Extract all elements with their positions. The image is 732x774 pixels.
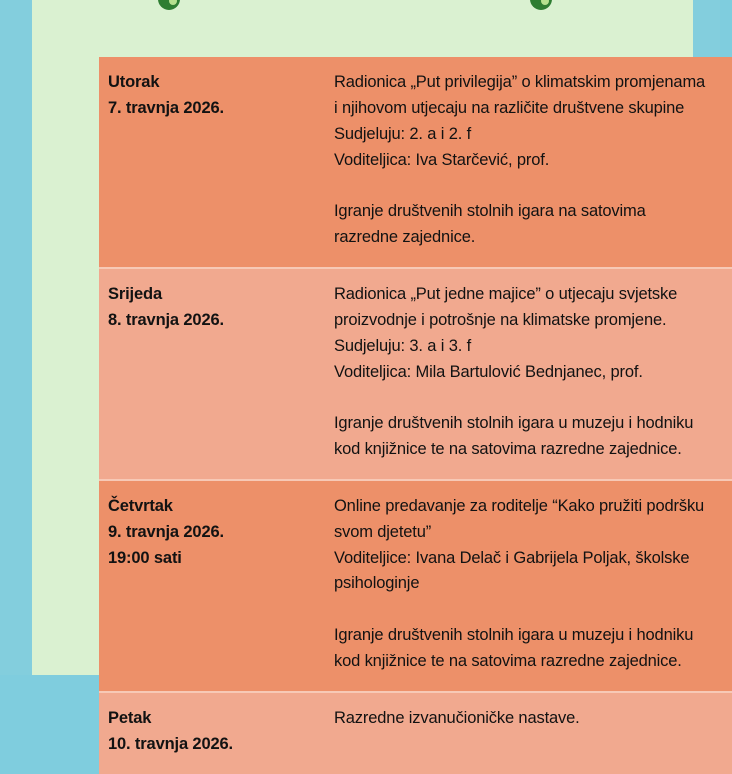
schedule-date: 8. travnja 2026. [108, 310, 224, 329]
schedule-activity-cell [328, 57, 732, 268]
activity-line: Sudjeluju: 3. a i 3. f [334, 336, 472, 355]
schedule-activity-cell [328, 268, 732, 480]
note-line: kod knjižnice te na satovima razredne zajednice. [334, 651, 682, 670]
schedule-activity-block [334, 282, 718, 386]
schedule-when-cell [99, 268, 328, 480]
table-row [99, 692, 732, 774]
schedule-activity-cell [328, 692, 732, 774]
schedule-when-cell [99, 692, 328, 774]
schedule-date: 10. travnja 2026. [108, 734, 233, 753]
note-line: kod knjižnice te na satovima razredne zajednice. [334, 439, 682, 458]
decorative-dot-row [32, 0, 693, 14]
activity-line: Radionica „Put privilegija” o klimatskim promjenama [334, 73, 706, 91]
table-row [99, 57, 732, 268]
schedule-note-block [334, 199, 718, 251]
note-line: razredne zajednice. [334, 228, 476, 247]
schedule-day: Četvrtak [108, 496, 173, 515]
note-line: Igranje društvenih stolnih igara u muzeju i hodniku [334, 414, 694, 433]
activity-line: i njihovom utjecaju na različite društvene skupine [334, 98, 685, 117]
table-row [99, 480, 732, 692]
activity-line: Voditeljica: Iva Starčević, prof. [334, 150, 550, 169]
green-circle-icon [530, 0, 552, 10]
schedule-day: Utorak [108, 73, 160, 91]
activity-line: psihologinje [334, 574, 420, 593]
schedule-note-block [334, 411, 718, 463]
activity-line: Sudjeluju: 2. a i 2. f [334, 124, 472, 143]
schedule-date: 7. travnja 2026. [108, 98, 224, 117]
page-sheet [32, 0, 706, 753]
schedule-day: Srijeda [108, 284, 162, 303]
schedule-activity-block [334, 494, 718, 598]
activity-line: Razredne izvanučioničke nastave. [334, 708, 580, 727]
green-circle-icon [158, 0, 180, 10]
note-line: Igranje društvenih stolnih igara na satovima [334, 202, 646, 221]
activity-line: svom djetetu” [334, 522, 432, 541]
schedule-when-cell [99, 57, 328, 268]
schedule-activity-block [334, 706, 718, 732]
table-row [99, 268, 732, 480]
schedule-time: 19:00 sati [108, 548, 182, 567]
schedule-day: Petak [108, 708, 152, 727]
activity-line: Online predavanje za roditelje “Kako pružiti podršku [334, 496, 705, 515]
activity-line: Voditeljice: Ivana Delač i Gabrijela Poljak, školske [334, 548, 690, 567]
activity-line: Radionica „Put jedne majice” o utjecaju svjetske [334, 284, 678, 303]
schedule-table-body [99, 57, 732, 774]
schedule-date: 9. travnja 2026. [108, 522, 224, 541]
note-line: Igranje društvenih stolnih igara u muzeju i hodniku [334, 625, 694, 644]
schedule-when-cell [99, 480, 328, 692]
schedule-table [99, 57, 732, 774]
schedule-activity-cell [328, 480, 732, 692]
activity-line: proizvodnje i potrošnje na klimatske promjene. [334, 310, 667, 329]
schedule-note-block [334, 623, 718, 675]
activity-line: Voditeljica: Mila Bartulović Bednjanec, prof. [334, 362, 643, 381]
schedule-activity-block [334, 70, 718, 174]
